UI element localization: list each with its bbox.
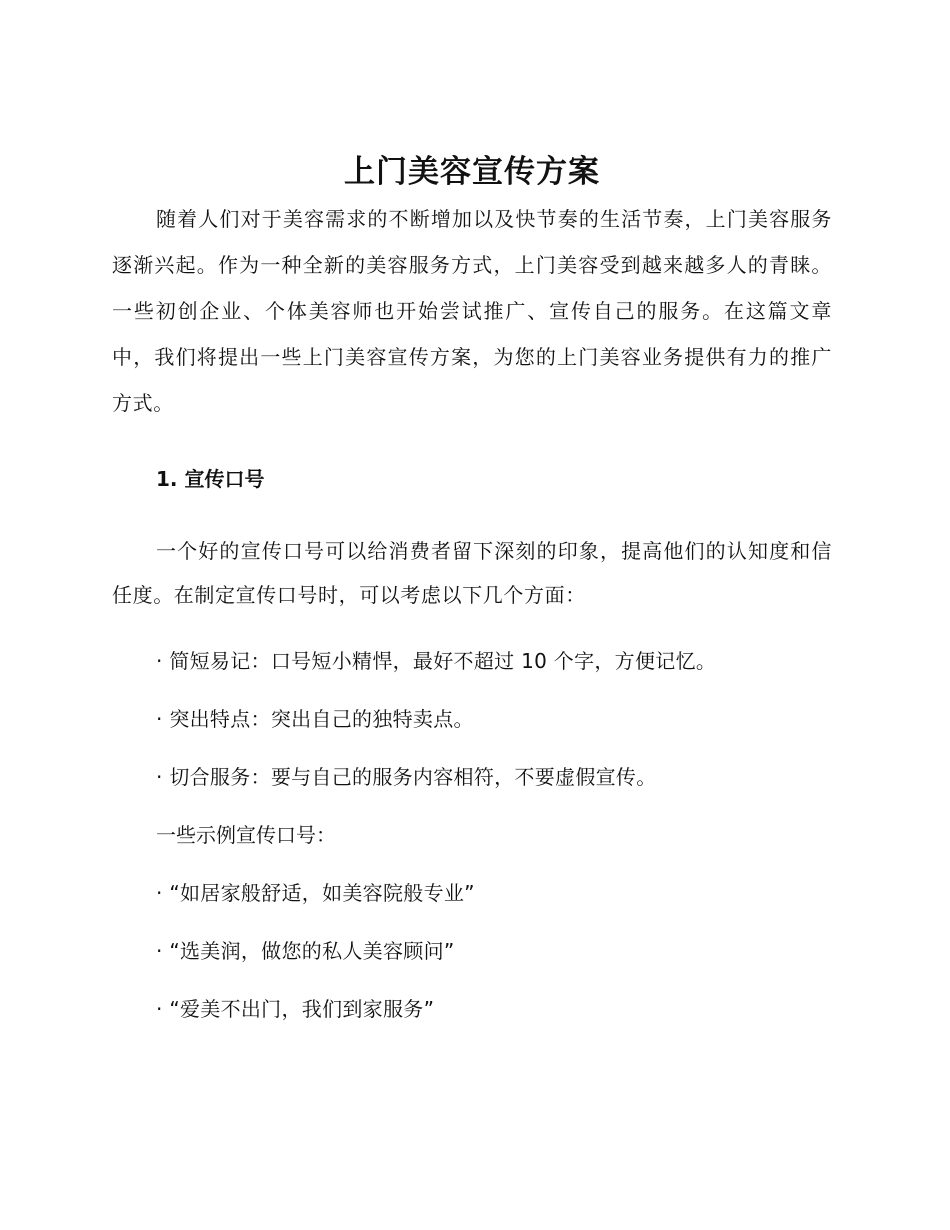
intro-paragraph: 随着人们对于美容需求的不断增加以及快节奏的生活节奏，上门美容服务逐渐兴起。作为一种全新的美容服务方式，上门美容受到越来越多人的青睐。一些初创企业、个体美容师也开始尝试推广、宣传自己的服务。在这篇文章中，我们将提出一些上门美容宣传方案，为您的上门美容业务提供有力的推广方式。: [112, 207, 832, 415]
section-paragraph: 一个好的宣传口号可以给消费者留下深刻的印象，提高他们的认知度和信任度。在制定宣传口号时，可以考虑以下几个方面：: [112, 539, 832, 607]
document-page: [112, 148, 832, 1023]
document-title: 上门美容宣传方案: [344, 154, 600, 190]
slogan-criteria-list: [112, 647, 832, 791]
section-heading-slogan: 1. 宣传口号: [156, 467, 265, 491]
examples-intro: 一些示例宣传口号：: [156, 823, 336, 847]
list-item: · 简短易记：口号短小精悍，最好不超过 10 个字，方便记忆。: [156, 649, 717, 673]
list-item: · 切合服务：要与自己的服务内容相符，不要虚假宣传。: [156, 765, 657, 789]
list-item: · “爱美不出门，我们到家服务”: [156, 997, 435, 1021]
slogan-examples-list: [112, 879, 832, 1023]
list-item: · 突出特点：突出自己的独特卖点。: [156, 707, 474, 731]
list-item: · “如居家般舒适，如美容院般专业”: [156, 881, 475, 905]
list-item: · “选美润，做您的私人美容顾问”: [156, 939, 455, 963]
